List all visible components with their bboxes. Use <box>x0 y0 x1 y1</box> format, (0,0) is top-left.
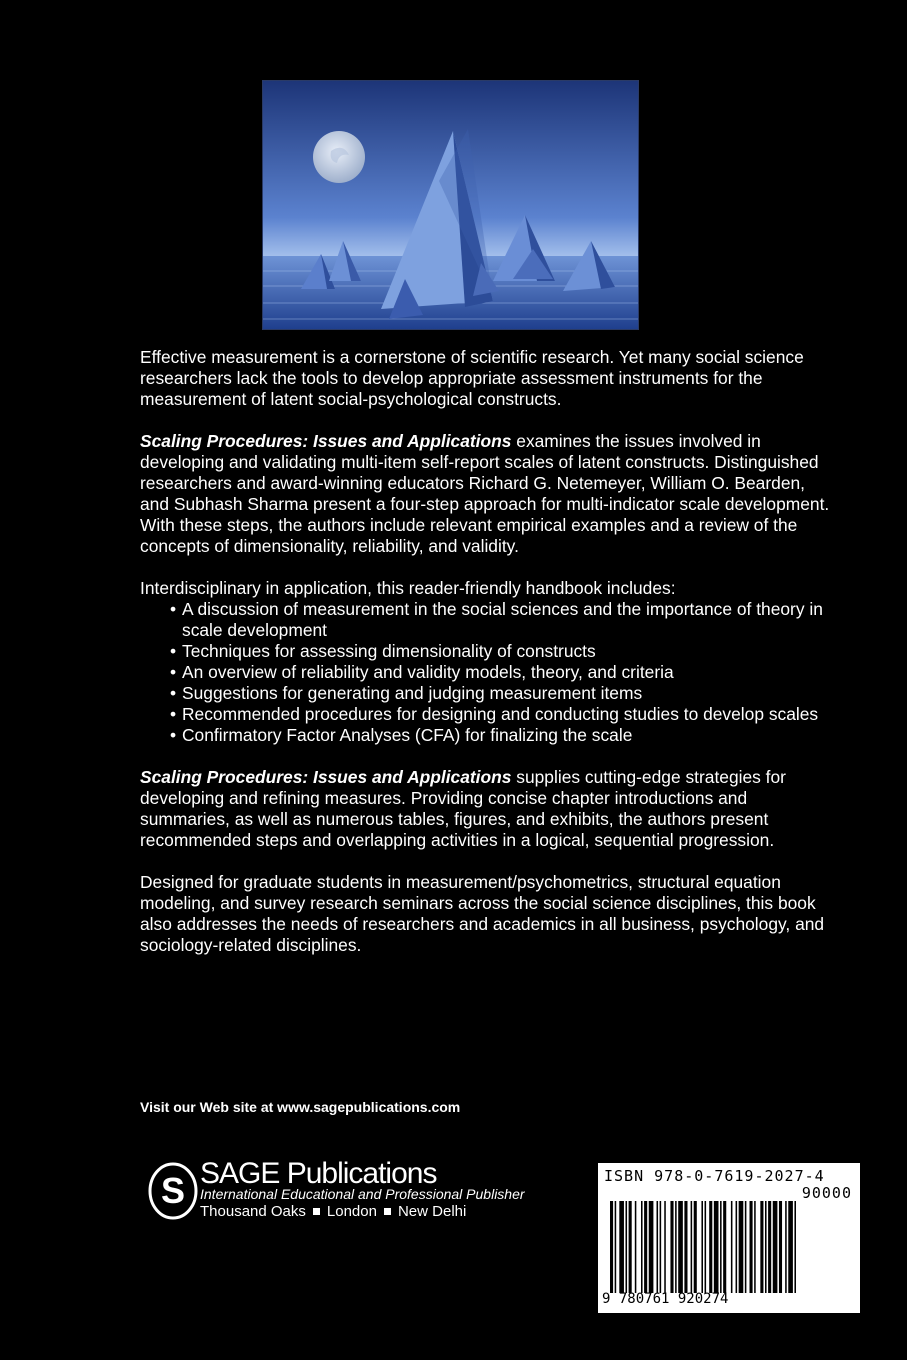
barcode-bar <box>709 1201 712 1293</box>
overview-text: examines the issues involved in developing and validating multi-item self-report scales of latent constructs. Distinguished researchers and award-winning educators Richard G. Netemeyer, William O. Bearden, and Subhash Sharma present a four-step approach for multi-indicator scale development. With these steps, the authors include relevant empirical examples and a review of the concepts of dimensionality, reliability, and validity. <box>140 431 830 556</box>
summary-text: supplies cutting-edge strategies for developing and refining measures. Providing concise chapter introductions and summaries, as well as numerous tables, figures, and exhibits, the authors present recommended steps and overlapping activities in a logical, sequential progression. <box>140 767 786 850</box>
bullet-icon: • <box>170 704 177 724</box>
intro-paragraph: Effective measurement is a cornerstone of scientific research. Yet many social science researchers lack the tools to develop appropriate assessment instruments for the measurement of latent social-psychological constructs. <box>140 347 804 409</box>
list-item: • An overview of reliability and validity models, theory, and criteria <box>170 662 674 682</box>
barcode-bar <box>779 1201 782 1293</box>
barcode-bar <box>794 1201 796 1293</box>
cover-illustration <box>262 80 639 330</box>
barcode-bar <box>785 1201 787 1293</box>
barcode-bar <box>684 1201 687 1293</box>
barcode-bar <box>635 1201 637 1293</box>
barcode-bar <box>760 1201 763 1293</box>
separator-square-icon <box>384 1208 391 1215</box>
book-title: Scaling Procedures: Issues and Applications <box>140 431 512 451</box>
sage-logo-icon <box>148 1162 198 1220</box>
list-item: • A discussion of measurement in the social sciences and the importance of theory in scale development <box>170 599 823 640</box>
separator-square-icon <box>313 1208 320 1215</box>
city: Thousand Oaks <box>200 1203 306 1220</box>
publisher-name: SAGE Publications <box>200 1157 437 1190</box>
overview-paragraph <box>140 431 830 557</box>
barcode-bar <box>731 1201 733 1293</box>
isbn-barcode <box>598 1163 860 1313</box>
features-list <box>140 599 830 746</box>
barcode-bar <box>736 1201 738 1293</box>
barcode-bar <box>619 1201 624 1293</box>
barcode-bar <box>705 1201 707 1293</box>
barcode-bar <box>723 1201 726 1293</box>
barcode-bar <box>768 1201 771 1293</box>
barcode-bar <box>670 1201 673 1293</box>
publisher-tagline: International Educational and Professional Publisher <box>200 1186 525 1202</box>
barcode-bar <box>788 1201 793 1293</box>
barcode-bar <box>701 1201 703 1293</box>
publisher-cities <box>200 1203 466 1220</box>
barcode-bar <box>750 1201 753 1293</box>
barcode-bar <box>657 1201 659 1293</box>
bullet-icon: • <box>170 662 177 682</box>
barcode-bar <box>714 1201 719 1293</box>
barcode-bar <box>694 1201 697 1293</box>
city: New Delhi <box>397 1203 467 1220</box>
barcode-bar <box>739 1201 744 1293</box>
barcode-bar <box>765 1201 767 1293</box>
barcode-digits: 9 780761 920274 <box>602 1291 729 1307</box>
barcode-bar <box>660 1201 662 1293</box>
barcode-bar <box>664 1201 666 1293</box>
pyramids-landscape-illustration <box>263 81 638 329</box>
city: London <box>326 1203 377 1220</box>
audience-paragraph: Designed for graduate students in measurement/psychometrics, structural equation modeling, and survey research seminars across the social science disciplines, this book also addresses the needs of researchers and academics in all business, psychology, and sociology-related disciplines. <box>140 872 825 955</box>
barcode-bar <box>626 1201 628 1293</box>
barcode-bar <box>745 1201 747 1293</box>
list-item: • Recommended procedures for designing and conducting studies to develop scales <box>170 704 819 724</box>
barcode-bar <box>641 1201 643 1293</box>
book-title: Scaling Procedures: Issues and Applications <box>140 767 512 787</box>
summary-paragraph <box>140 767 830 851</box>
bullet-icon: • <box>170 683 177 703</box>
barcode-bar <box>754 1201 756 1293</box>
barcode-bar <box>678 1201 683 1293</box>
list-item: • Techniques for assessing dimensionality of constructs <box>170 641 596 661</box>
back-cover-description <box>140 347 830 977</box>
list-item: • Suggestions for generating and judging measurement items <box>170 683 643 703</box>
price-code: 90000 <box>801 1184 852 1202</box>
barcode-bar <box>615 1201 617 1293</box>
bullet-icon: • <box>170 599 177 619</box>
barcode-bar <box>773 1201 778 1293</box>
barcode-bar <box>691 1201 693 1293</box>
barcode-bar <box>644 1201 647 1293</box>
barcode-bar <box>629 1201 632 1293</box>
list-intro: Interdisciplinary in application, this reader-friendly handbook includes: <box>140 578 676 598</box>
website-line: Visit our Web site at www.sagepublications.com <box>140 1099 461 1115</box>
barcode-bar <box>649 1201 654 1293</box>
isbn-label: ISBN 978-0-7619-2027-4 <box>604 1167 825 1185</box>
barcode-bar <box>720 1201 722 1293</box>
barcode-bar <box>675 1201 677 1293</box>
list-item: • Confirmatory Factor Analyses (CFA) for finalizing the scale <box>170 725 633 745</box>
publisher-block <box>148 1158 588 1228</box>
barcode-bars <box>610 1201 848 1293</box>
barcode-bar <box>610 1201 613 1293</box>
bullet-icon: • <box>170 641 177 661</box>
logo-letter: S <box>160 1170 186 1211</box>
bullet-icon: • <box>170 725 177 745</box>
